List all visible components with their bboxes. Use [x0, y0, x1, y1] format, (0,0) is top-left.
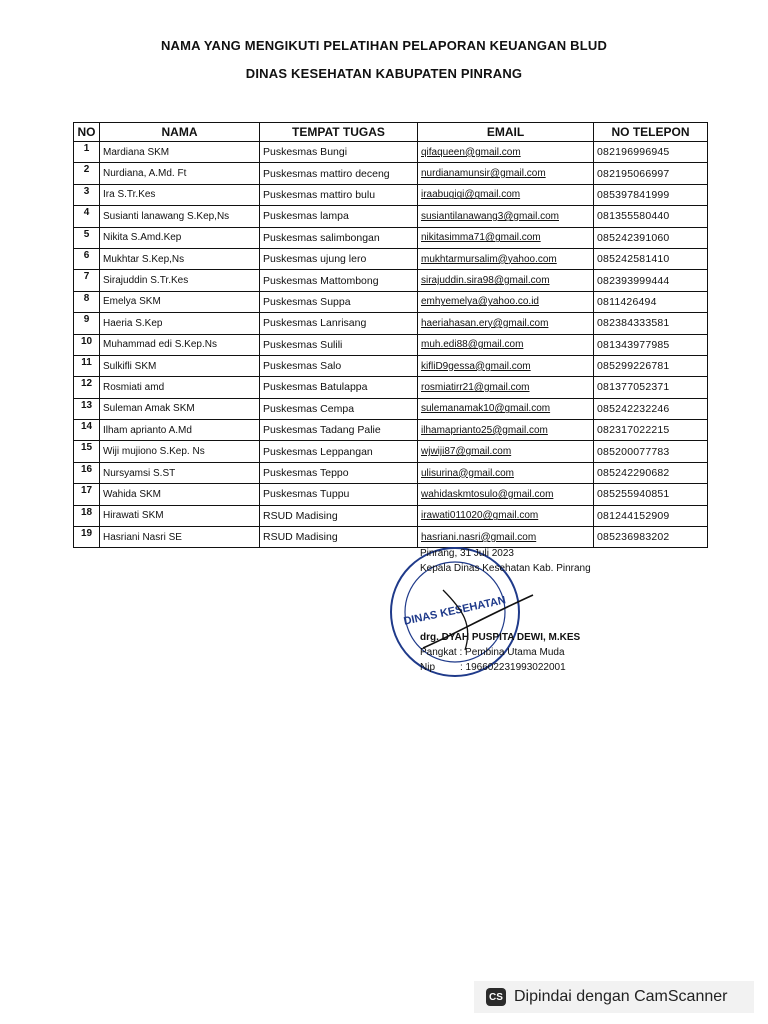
email-address: rosmiatirr21@gmail.com [418, 377, 594, 398]
email-address: iraabugigi@gmail.com [418, 184, 594, 205]
row-number: 17 [74, 484, 100, 505]
table-row [74, 206, 708, 227]
table-row [74, 505, 708, 526]
row-number: 14 [74, 420, 100, 441]
phone-number: 085200077783 [594, 441, 708, 462]
stamp-label: DINAS KESEHATAN [402, 594, 507, 628]
row-number: 1 [74, 142, 100, 163]
participant-name: Ilham aprianto A.Md [100, 420, 260, 441]
phone-number: 085242290682 [594, 462, 708, 483]
document-subtitle: DINAS KESEHATAN KABUPATEN PINRANG [245, 66, 523, 81]
row-number: 18 [74, 505, 100, 526]
phone-number: 085299226781 [594, 355, 708, 376]
participant-name: Mukhtar S.Kep,Ns [100, 248, 260, 269]
signature-place-date: Pinrang, 31 Juli 2023 [420, 548, 514, 559]
email-address: irawati011020@gmail.com [418, 505, 594, 526]
table-header-row [74, 123, 708, 142]
workplace: Puskesmas Batulappa [260, 377, 418, 398]
table-row [74, 291, 708, 312]
table-row [74, 398, 708, 419]
table-row [74, 377, 708, 398]
participant-name: Susianti lanawang S.Kep,Ns [100, 206, 260, 227]
email-address: wjwiji87@gmail.com [418, 441, 594, 462]
workplace: Puskesmas Suppa [260, 291, 418, 312]
row-number: 5 [74, 227, 100, 248]
table-row [74, 163, 708, 184]
phone-number: 085397841999 [594, 184, 708, 205]
phone-number: 081377052371 [594, 377, 708, 398]
email-address: haeriahasan.ery@gmail.com [418, 313, 594, 334]
participant-name: Nurdiana, A.Md. Ft [100, 163, 260, 184]
phone-number: 081244152909 [594, 505, 708, 526]
signature-block [420, 546, 591, 675]
row-number: 19 [74, 527, 100, 548]
table-row [74, 355, 708, 376]
signatory-name: drg. DYAH PUSPITA DEWI, M.KES [420, 632, 581, 643]
email-address: hasriani.nasri@gmail.com [418, 527, 594, 548]
workplace: Puskesmas ujung lero [260, 248, 418, 269]
row-number: 10 [74, 334, 100, 355]
participant-name: Rosmiati amd [100, 377, 260, 398]
phone-number: 082195066997 [594, 163, 708, 184]
table-row [74, 441, 708, 462]
workplace: Puskesmas Leppangan [260, 441, 418, 462]
workplace: Puskesmas mattiro deceng [260, 163, 418, 184]
row-number: 12 [74, 377, 100, 398]
phone-number: 0811426494 [594, 291, 708, 312]
row-number: 11 [74, 355, 100, 376]
workplace: Puskesmas Cempa [260, 398, 418, 419]
email-address: mukhtarmursalim@yahoo.com [418, 248, 594, 269]
participant-name: Hirawati SKM [100, 505, 260, 526]
column-header-nama: NAMA [100, 123, 260, 142]
phone-number: 082196996945 [594, 142, 708, 163]
workplace: Puskesmas Teppo [260, 462, 418, 483]
participant-name: Sulkifli SKM [100, 355, 260, 376]
workplace: Puskesmas Tuppu [260, 484, 418, 505]
workplace: Puskesmas Sulili [260, 334, 418, 355]
phone-number: 085236983202 [594, 527, 708, 548]
table-row [74, 334, 708, 355]
participant-name: Nikita S.Amd.Kep [100, 227, 260, 248]
participant-name: Hasriani Nasri SE [100, 527, 260, 548]
phone-number: 081355580440 [594, 206, 708, 227]
table-body [74, 142, 708, 548]
workplace: Puskesmas lampa [260, 206, 418, 227]
table-row [74, 313, 708, 334]
table-row [74, 270, 708, 291]
column-header-no-telepon: NO TELEPON [594, 123, 708, 142]
signatory-nip [420, 660, 591, 675]
phone-number: 085242232246 [594, 398, 708, 419]
workplace: Puskesmas Mattombong [260, 270, 418, 291]
email-address: nurdianamunsir@gmail.com [418, 163, 594, 184]
table-row [74, 462, 708, 483]
participant-name: Muhammad edi S.Kep.Ns [100, 334, 260, 355]
signature-position: Kepala Dinas Kesehatan Kab. Pinrang [420, 563, 591, 574]
participant-name: Wiji mujiono S.Kep. Ns [100, 441, 260, 462]
table-row [74, 184, 708, 205]
row-number: 2 [74, 163, 100, 184]
participant-name: Mardiana SKM [100, 142, 260, 163]
camscanner-text: Dipindai dengan CamScanner [514, 988, 728, 1005]
row-number: 15 [74, 441, 100, 462]
email-address: nikitasimma71@gmail.com [418, 227, 594, 248]
nip-label: Nip [420, 662, 436, 673]
workplace: Puskesmas Salo [260, 355, 418, 376]
workplace: Puskesmas Bungi [260, 142, 418, 163]
workplace: RSUD Madising [260, 505, 418, 526]
email-address: ilhamaprianto25@gmail.com [418, 420, 594, 441]
table-row [74, 227, 708, 248]
row-number: 3 [74, 184, 100, 205]
participant-name: Emelya SKM [100, 291, 260, 312]
workplace: Puskesmas Tadang Palie [260, 420, 418, 441]
phone-number: 085255940851 [594, 484, 708, 505]
row-number: 4 [74, 206, 100, 227]
email-address: kifliD9gessa@gmail.com [418, 355, 594, 376]
row-number: 7 [74, 270, 100, 291]
email-address: wahidaskmtosulo@gmail.com [418, 484, 594, 505]
email-address: sirajuddin.sira98@gmail.com [418, 270, 594, 291]
participant-name: Suleman Amak SKM [100, 398, 260, 419]
phone-number: 082393999444 [594, 270, 708, 291]
row-number: 6 [74, 248, 100, 269]
camscanner-logo-icon: CS [486, 988, 506, 1006]
email-address: qifaqueen@gmail.com [418, 142, 594, 163]
column-header-email: EMAIL [418, 123, 594, 142]
table-row [74, 484, 708, 505]
row-number: 8 [74, 291, 100, 312]
camscanner-watermark [474, 981, 754, 1013]
participant-name: Wahida SKM [100, 484, 260, 505]
phone-number: 081343977985 [594, 334, 708, 355]
signatory-rank: Pangkat : Pembina Utama Muda [420, 647, 565, 658]
table-row [74, 142, 708, 163]
document-title: NAMA YANG MENGIKUTI PELATIHAN PELAPORAN KEUANGAN BLUD [160, 38, 608, 53]
workplace: Puskesmas mattiro bulu [260, 184, 418, 205]
column-header-tempat-tugas: TEMPAT TUGAS [260, 123, 418, 142]
row-number: 16 [74, 462, 100, 483]
phone-number: 082384333581 [594, 313, 708, 334]
participant-name: Ira S.Tr.Kes [100, 184, 260, 205]
nip-value: : 196602231993022001 [460, 662, 566, 673]
participant-name: Sirajuddin S.Tr.Kes [100, 270, 260, 291]
email-address: ulisurina@gmail.com [418, 462, 594, 483]
workplace: Puskesmas Lanrisang [260, 313, 418, 334]
phone-number: 082317022215 [594, 420, 708, 441]
participant-table [73, 122, 708, 548]
phone-number: 085242391060 [594, 227, 708, 248]
phone-number: 085242581410 [594, 248, 708, 269]
workplace: RSUD Madising [260, 527, 418, 548]
participant-name: Haeria S.Kep [100, 313, 260, 334]
row-number: 9 [74, 313, 100, 334]
email-address: muh.edi88@gmail.com [418, 334, 594, 355]
workplace: Puskesmas salimbongan [260, 227, 418, 248]
table-row [74, 248, 708, 269]
email-address: sulemanamak10@gmail.com [418, 398, 594, 419]
row-number: 13 [74, 398, 100, 419]
table-row [74, 420, 708, 441]
column-header-no: NO [74, 123, 100, 142]
participant-name: Nursyamsi S.ST [100, 462, 260, 483]
email-address: susiantilanawang3@gmail.com [418, 206, 594, 227]
email-address: emhyemelya@yahoo.co.id [418, 291, 594, 312]
